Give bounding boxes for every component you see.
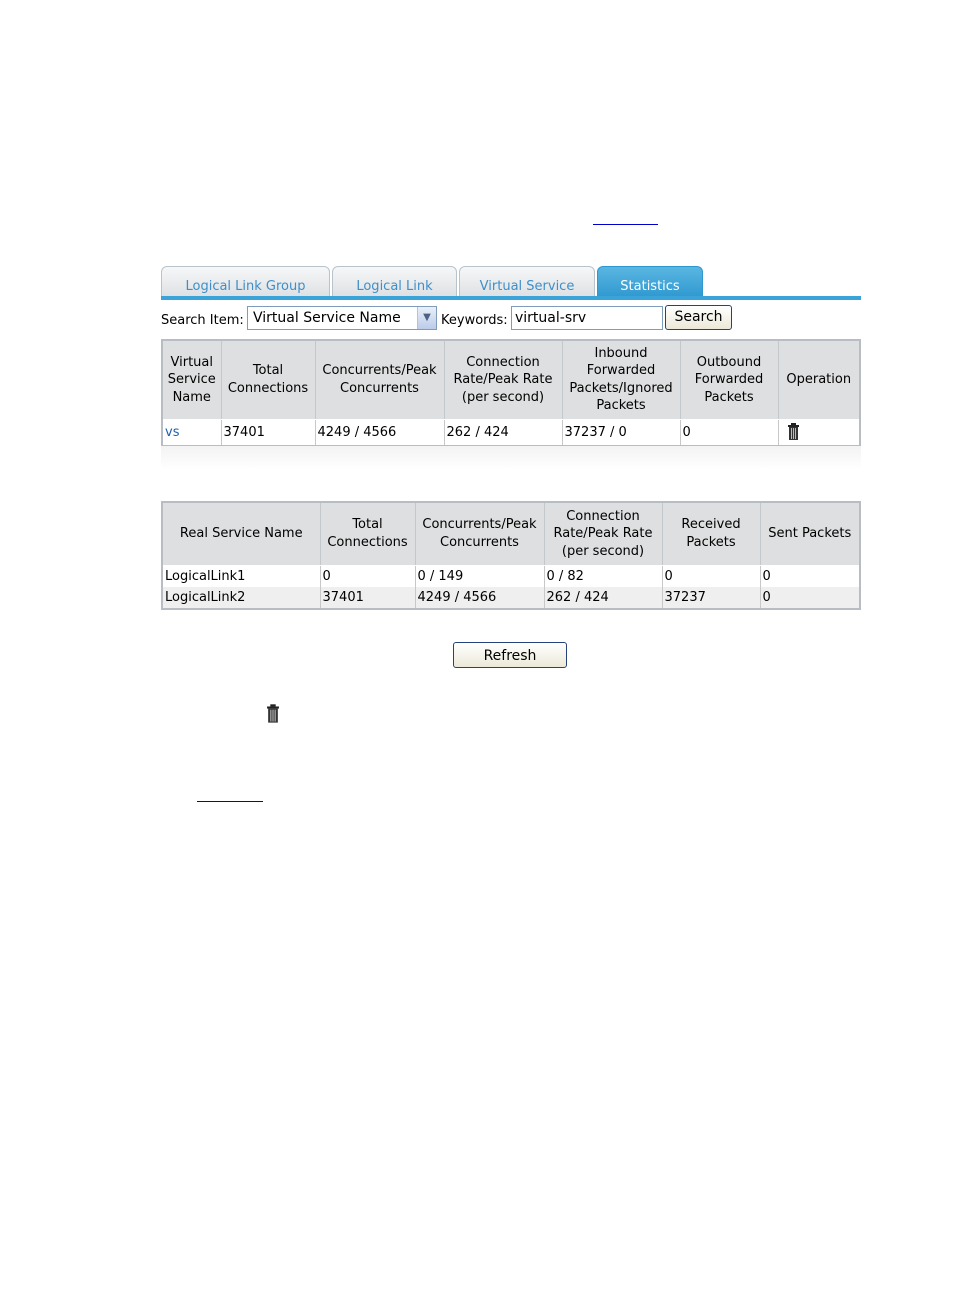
refresh-button[interactable] — [453, 642, 567, 668]
table-cell: 262 / 424 — [544, 587, 662, 609]
column-header: Connection Rate/Peak Rate (per second) — [544, 502, 662, 565]
column-header: Sent Packets — [760, 502, 860, 565]
column-header: Concurrents/Peak Concurrents — [315, 340, 444, 419]
table-cell: 4249 / 4566 — [315, 419, 444, 446]
link-underline[interactable] — [593, 224, 658, 225]
column-header: Received Packets — [662, 502, 760, 565]
virtual-service-table — [161, 339, 861, 447]
tab-label: Logical Link Group — [185, 279, 306, 294]
column-header: Outbound Forwarded Packets — [680, 340, 778, 419]
real-service-table — [161, 501, 861, 610]
tab-underline — [161, 296, 861, 300]
table-row — [162, 587, 860, 609]
table-cell: 37237 — [662, 587, 760, 609]
table-cell: 37401 — [320, 587, 415, 609]
column-header: Total Connections — [221, 340, 315, 419]
trash-icon[interactable] — [787, 423, 800, 441]
table-shadow — [161, 446, 861, 470]
search-item-select[interactable] — [247, 306, 437, 330]
column-header: Operation — [778, 340, 860, 419]
table-cell: LogicalLink1 — [162, 565, 320, 587]
table-cell: 262 / 424 — [444, 419, 562, 446]
keywords-input[interactable] — [511, 306, 663, 330]
keywords-label: Keywords: — [441, 313, 508, 328]
operation-cell — [778, 419, 860, 446]
tab-logical-link-group[interactable] — [161, 266, 330, 299]
search-button[interactable] — [665, 305, 732, 330]
column-header: Virtual Service Name — [162, 340, 221, 419]
tab-label: Statistics — [620, 279, 680, 294]
chevron-down-icon[interactable]: ▼ — [417, 307, 436, 329]
search-item-label: Search Item: — [161, 313, 244, 328]
tab-bar — [161, 266, 861, 303]
table-cell: 0 — [760, 587, 860, 609]
column-header: Connection Rate/Peak Rate (per second) — [444, 340, 562, 419]
column-header: Total Connections — [320, 502, 415, 565]
table-row — [162, 565, 860, 587]
column-header: Real Service Name — [162, 502, 320, 565]
tab-logical-link[interactable] — [332, 266, 457, 299]
table-cell: 37237 / 0 — [562, 419, 680, 446]
link-underline[interactable] — [197, 801, 263, 802]
column-header: Concurrents/Peak Concurrents — [415, 502, 544, 565]
trash-icon — [266, 704, 280, 724]
table-row — [162, 419, 860, 446]
refresh-button-label: Refresh — [483, 648, 537, 664]
table-cell: 37401 — [221, 419, 315, 446]
table-cell: 4249 / 4566 — [415, 587, 544, 609]
tab-virtual-service[interactable] — [459, 266, 595, 299]
table-cell: 0 / 149 — [415, 565, 544, 587]
search-item-value: Virtual Service Name — [253, 310, 401, 326]
virtual-service-name-link[interactable]: vs — [162, 419, 221, 446]
table-cell: 0 / 82 — [544, 565, 662, 587]
tab-statistics[interactable] — [597, 266, 703, 299]
table-cell: LogicalLink2 — [162, 587, 320, 609]
column-header: Inbound Forwarded Packets/Ignored Packets — [562, 340, 680, 419]
table-cell: 0 — [760, 565, 860, 587]
table-header-row — [162, 502, 860, 565]
table-header-row — [162, 340, 860, 419]
search-button-label: Search — [674, 309, 723, 325]
tab-label: Virtual Service — [479, 279, 575, 294]
table-cell: 0 — [320, 565, 415, 587]
keywords-value: virtual-srv — [515, 310, 587, 326]
table-cell: 0 — [680, 419, 778, 446]
tab-label: Logical Link — [356, 279, 433, 294]
table-cell: 0 — [662, 565, 760, 587]
